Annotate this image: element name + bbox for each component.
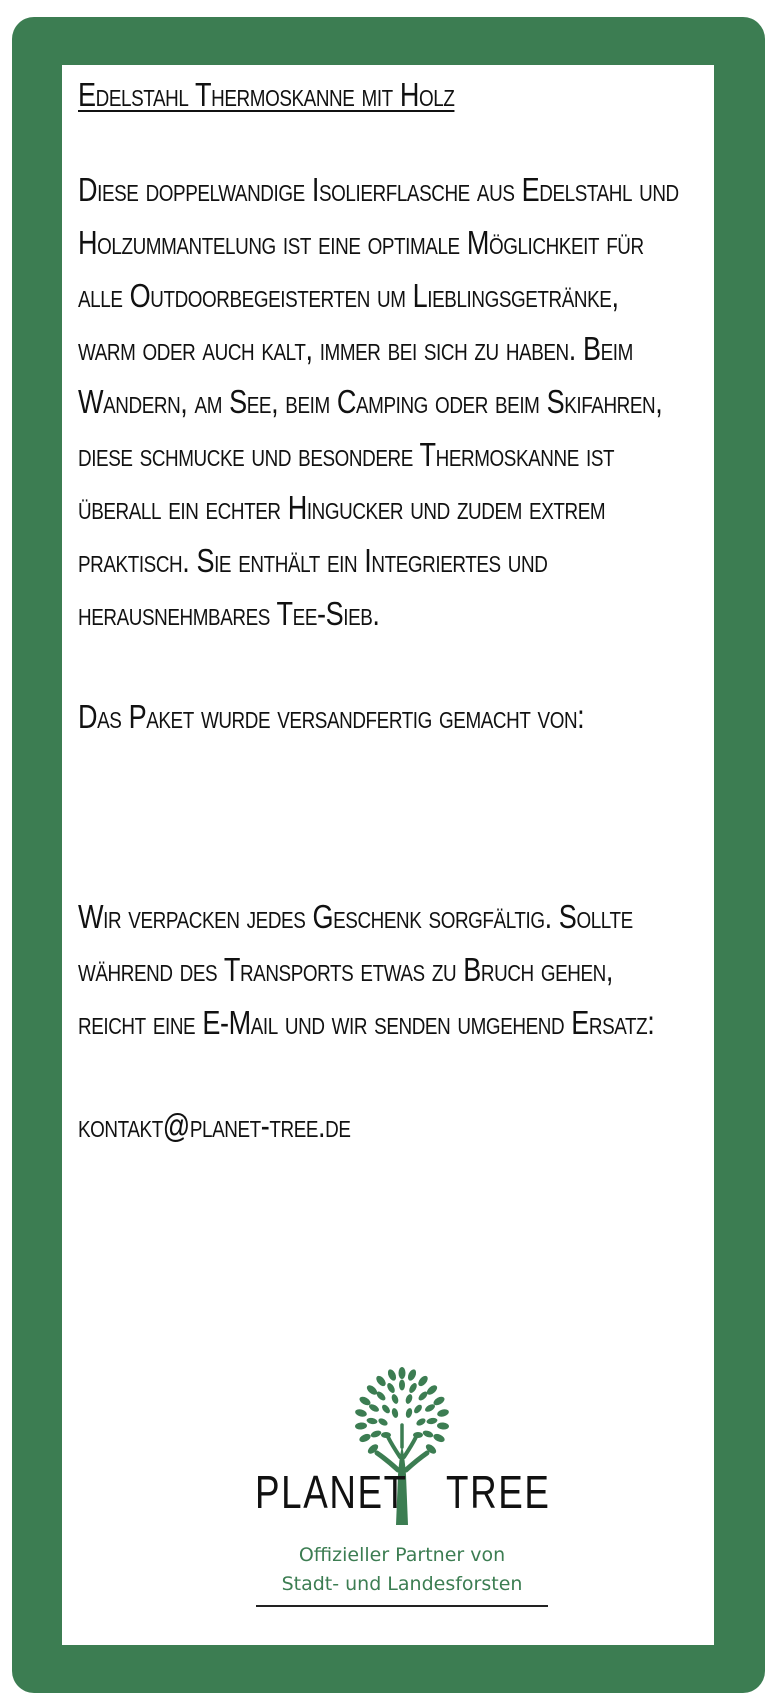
- product-title: Edelstahl Thermoskanne mit Holz: [78, 76, 455, 113]
- card-content: [78, 75, 678, 1152]
- tagline-line-2: Stadt- und Landesforsten: [281, 1573, 523, 1595]
- logo-tagline: [252, 1541, 552, 1599]
- logo-divider: [256, 1605, 548, 1607]
- planet-tree-logo: [252, 1365, 552, 1625]
- shipping-notice: Wir verpacken jedes Geschenk sorgfältig. Sollte während des Transports etwas zu Bruch gehen, reicht eine E-Mail und wir senden umgehend Ersatz:: [78, 898, 655, 1041]
- product-description: Diese doppelwandige Isolierflasche aus Edelstahl und Holzummantelung ist eine optimale Möglichkeit für alle Outdoorbegeisterten um Lieblingsgetränke, warm oder auch kalt, immer bei sich zu haben. Beim Wandern, am See, beim Camping oder beim Skifahren, diese schmucke und besondere Thermoskanne ist überall ein echter Hingucker und zudem extrem praktisch. Sie enthält ein Integriertes und herausnehmbares Tee-Sieb.: [78, 171, 679, 632]
- tagline-line-1: Offizieller Partner von: [298, 1544, 506, 1566]
- contact-email[interactable]: kontakt@planet-tree.de: [78, 1107, 351, 1144]
- logo-word-planet: PLANET: [255, 1466, 408, 1518]
- logo-word-tree: TREE: [446, 1466, 551, 1518]
- green-frame: [12, 17, 765, 1693]
- info-card: [62, 65, 714, 1645]
- packed-by-text: Das Paket wurde versandfertig gemacht von:: [78, 698, 585, 735]
